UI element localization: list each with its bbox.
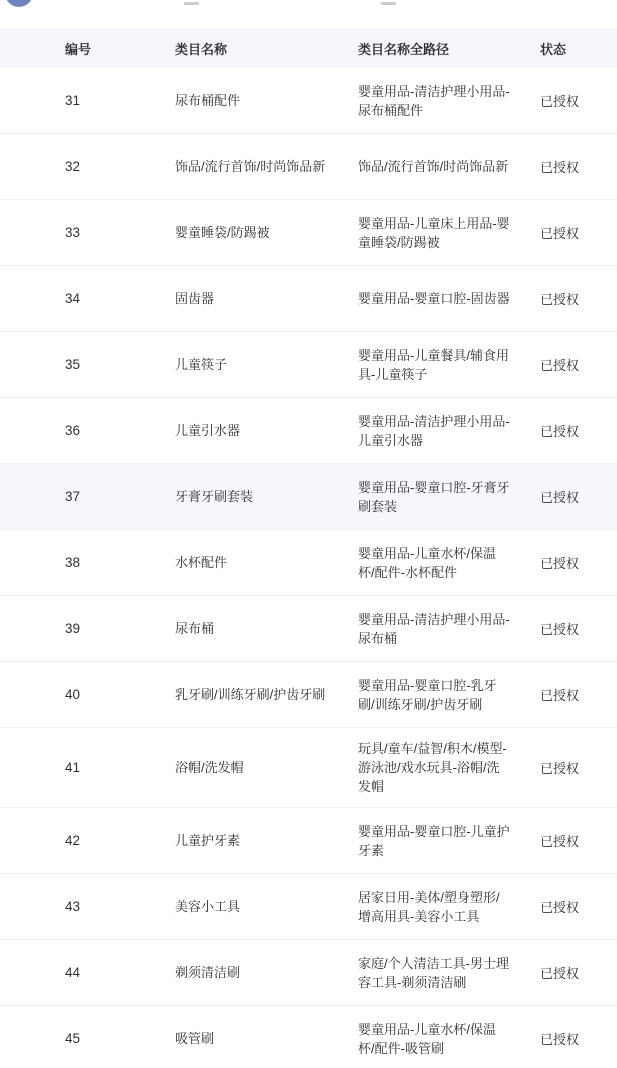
category-name-cell: 儿童护牙素 bbox=[175, 833, 241, 848]
category-path-cell: 婴童用品-清洁护理小用品-尿布桶配件 bbox=[358, 83, 510, 118]
category-name-cell: 饰品/流行首饰/时尚饰品新 bbox=[175, 159, 326, 174]
category-name-cell: 水杯配件 bbox=[175, 555, 228, 570]
table-row[interactable] bbox=[0, 200, 617, 266]
category-path-cell: 婴童用品-婴童口腔-固齿器 bbox=[358, 291, 510, 306]
row-number-cell: 44 bbox=[65, 965, 81, 980]
category-path-cell: 玩具/童车/益智/积木/模型-游泳池/戏水玩具-浴帽/洗发帽 bbox=[358, 741, 507, 794]
table-row[interactable] bbox=[0, 662, 617, 728]
status-cell: 已授权 bbox=[540, 226, 580, 241]
category-path-cell: 婴童用品-婴童口腔-牙膏牙刷套装 bbox=[358, 479, 510, 514]
cutoff-text-fragment bbox=[184, 2, 199, 5]
row-number-cell: 43 bbox=[65, 899, 81, 914]
status-cell: 已授权 bbox=[540, 490, 580, 505]
table-row[interactable] bbox=[0, 1006, 617, 1068]
table-row[interactable] bbox=[0, 874, 617, 940]
row-number-cell: 36 bbox=[65, 423, 81, 438]
category-authorization-table bbox=[0, 28, 617, 1068]
floating-help-button-icon[interactable] bbox=[5, 0, 33, 7]
category-path-cell: 家庭/个人清洁工具-男士理容工具-剃须清洁刷 bbox=[358, 955, 509, 990]
category-path-cell: 婴童用品-儿童水杯/保温杯/配件-水杯配件 bbox=[358, 545, 496, 580]
status-cell: 已授权 bbox=[540, 358, 580, 373]
status-cell: 已授权 bbox=[540, 834, 580, 849]
row-number-cell: 45 bbox=[65, 1031, 81, 1046]
category-name-cell: 浴帽/洗发帽 bbox=[175, 760, 244, 775]
status-cell: 已授权 bbox=[540, 556, 580, 571]
category-name-cell: 婴童睡袋/防踢被 bbox=[175, 225, 270, 240]
category-name-cell: 剃须清洁刷 bbox=[175, 965, 241, 980]
status-cell: 已授权 bbox=[540, 900, 580, 915]
status-cell: 已授权 bbox=[540, 761, 580, 776]
category-path-cell: 婴童用品-儿童水杯/保温杯/配件-吸管刷 bbox=[358, 1021, 496, 1056]
status-cell: 已授权 bbox=[540, 622, 580, 637]
table-row[interactable] bbox=[0, 596, 617, 662]
table-row[interactable] bbox=[0, 728, 617, 808]
category-name-cell: 尿布桶 bbox=[175, 621, 215, 636]
status-cell: 已授权 bbox=[540, 160, 580, 175]
category-path-cell: 婴童用品-儿童床上用品-婴童睡袋/防踢被 bbox=[358, 215, 510, 250]
category-name-cell: 儿童筷子 bbox=[175, 357, 228, 372]
row-number-cell: 41 bbox=[65, 760, 81, 775]
category-name-cell: 牙膏牙刷套装 bbox=[175, 489, 254, 504]
row-number-cell: 34 bbox=[65, 291, 81, 306]
category-name-cell: 儿童引水器 bbox=[175, 423, 241, 438]
category-name-cell: 美容小工具 bbox=[175, 899, 241, 914]
table-body bbox=[0, 68, 617, 1068]
category-name-cell: 吸管刷 bbox=[175, 1031, 215, 1046]
row-number-cell: 32 bbox=[65, 159, 81, 174]
row-number-cell: 38 bbox=[65, 555, 81, 570]
table-row[interactable] bbox=[0, 266, 617, 332]
category-path-cell: 婴童用品-儿童餐具/辅食用具-儿童筷子 bbox=[358, 347, 509, 382]
category-path-cell: 婴童用品-清洁护理小用品-儿童引水器 bbox=[358, 413, 510, 448]
status-cell: 已授权 bbox=[540, 1032, 580, 1047]
cutoff-previous-row bbox=[0, 0, 617, 28]
table-row[interactable] bbox=[0, 940, 617, 1006]
row-number-cell: 37 bbox=[65, 489, 81, 504]
status-cell: 已授权 bbox=[540, 292, 580, 307]
table-row[interactable] bbox=[0, 68, 617, 134]
table-row[interactable] bbox=[0, 398, 617, 464]
category-path-cell: 居家日用-美体/塑身塑形/增高用具-美容小工具 bbox=[358, 889, 500, 924]
table-row[interactable] bbox=[0, 808, 617, 874]
status-cell: 已授权 bbox=[540, 94, 580, 109]
row-number-cell: 42 bbox=[65, 833, 81, 848]
table-row[interactable] bbox=[0, 332, 617, 398]
cutoff-text-fragment bbox=[381, 2, 396, 5]
category-name-cell: 乳牙刷/训练牙刷/护齿牙刷 bbox=[175, 687, 326, 702]
row-number-cell: 39 bbox=[65, 621, 81, 636]
category-path-cell: 婴童用品-清洁护理小用品-尿布桶 bbox=[358, 611, 510, 646]
status-cell: 已授权 bbox=[540, 424, 580, 439]
table-row[interactable] bbox=[0, 464, 617, 530]
category-path-cell: 婴童用品-婴童口腔-乳牙刷/训练牙刷/护齿牙刷 bbox=[358, 677, 497, 712]
category-name-cell: 固齿器 bbox=[175, 291, 215, 306]
column-header-name: 类目名称 bbox=[175, 41, 228, 57]
column-header-full-path: 类目名称全路径 bbox=[358, 41, 450, 57]
table-header-row bbox=[0, 28, 617, 68]
row-number-cell: 31 bbox=[65, 93, 81, 108]
column-header-status: 状态 bbox=[540, 41, 567, 57]
status-cell: 已授权 bbox=[540, 688, 580, 703]
row-number-cell: 33 bbox=[65, 225, 81, 240]
table-row[interactable] bbox=[0, 134, 617, 200]
category-path-cell: 饰品/流行首饰/时尚饰品新 bbox=[358, 159, 509, 174]
row-number-cell: 40 bbox=[65, 687, 81, 702]
table-row[interactable] bbox=[0, 530, 617, 596]
category-path-cell: 婴童用品-婴童口腔-儿童护牙素 bbox=[358, 823, 510, 858]
category-name-cell: 尿布桶配件 bbox=[175, 93, 241, 108]
row-number-cell: 35 bbox=[65, 357, 81, 372]
status-cell: 已授权 bbox=[540, 966, 580, 981]
column-header-number: 编号 bbox=[65, 41, 92, 57]
